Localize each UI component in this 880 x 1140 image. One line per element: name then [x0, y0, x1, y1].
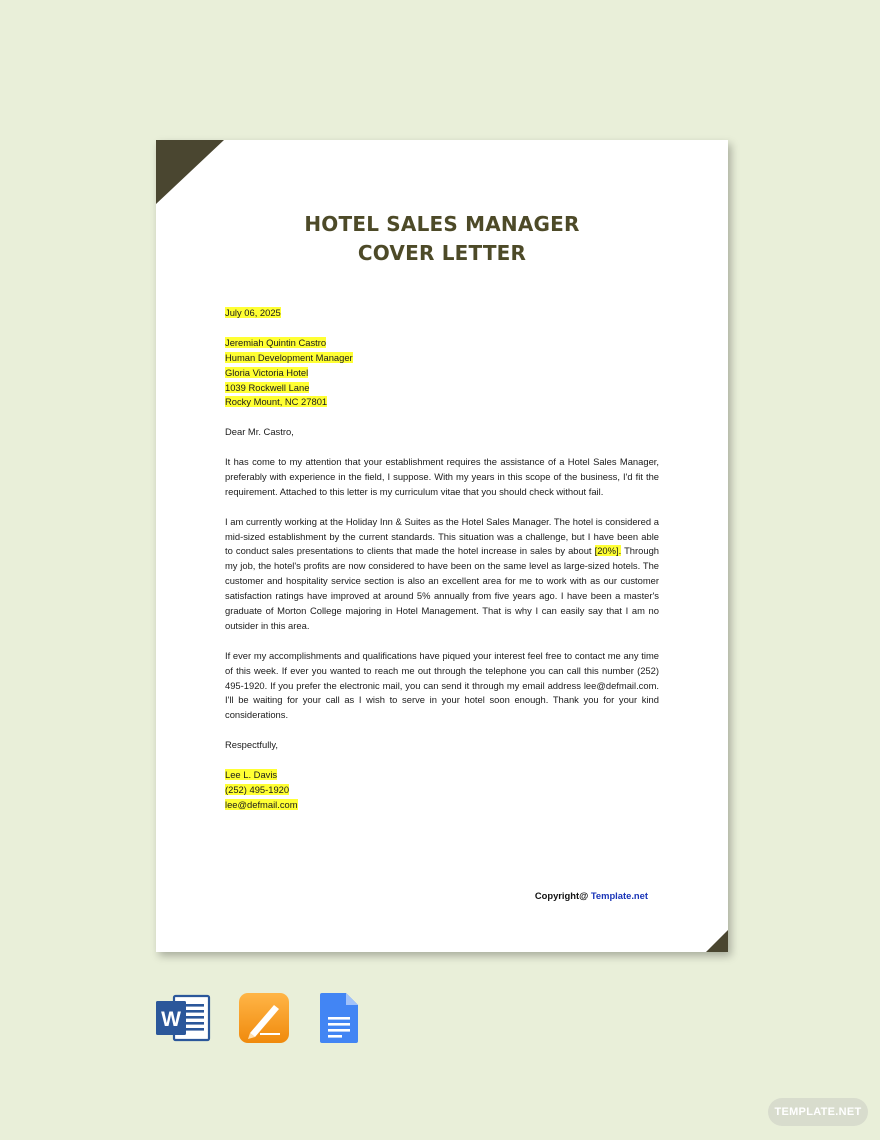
recipient-position: Human Development Manager: [225, 351, 353, 363]
sender-name: Lee L. Davis: [225, 768, 278, 780]
copyright-link[interactable]: Template.net: [590, 890, 648, 901]
closing: Respectfully,: [225, 739, 278, 751]
sales-increase-highlight: [20%].: [594, 545, 622, 557]
salutation: Dear Mr. Castro,: [225, 426, 294, 438]
paragraph-1: It has come to my attention that your establishment requires the assistance of a Hotel Sales Manager, preferably with experience in the field, I suppose. With my years in this scope of the business, I'd fit the requirement. Attached to this letter is my curriculum vitae that you should check without fail.: [225, 456, 659, 497]
copyright-notice: [535, 890, 648, 901]
paragraph-2-text-b: Through my job, the hotel's profits are now considered to have been on the same level as large-sized hotels. The customer and hospitality service section is also an excellent area for me to work with as our customer satisfaction ratings have improved at around 5% annually from five years ago. I have been a master's graduate of Morton College majoring in Hotel Management. That is why I can easily say that I am no outsider in this area.: [225, 545, 659, 631]
letter-page: [156, 140, 728, 952]
recipient-name: Jeremiah Quintin Castro: [225, 336, 327, 348]
paragraph-3: If ever my accomplishments and qualifications have piqued your interest feel free to contact me any time of this week. If ever you wanted to reach me out through the telephone you can call this number (252) 495-1920. If you prefer the electronic mail, you can send it through my email address lee@defmail.com. I'll be waiting for your call as I wish to serve in your hotel soon enough. Thank you for your kind considerations.: [225, 649, 659, 721]
recipient-company: Gloria Victoria Hotel: [225, 366, 309, 378]
sender-email: lee@defmail.com: [225, 798, 298, 810]
sender-block: [225, 768, 659, 813]
title-line-2: COVER LETTER: [357, 241, 527, 265]
google-docs-icon[interactable]: [318, 993, 358, 1050]
svg-text:W: W: [161, 1008, 181, 1031]
word-icon[interactable]: [156, 993, 212, 1048]
pages-icon[interactable]: [238, 993, 290, 1050]
recipient-block: [225, 336, 659, 411]
template-watermark: TEMPLATE.NET: [768, 1098, 868, 1126]
sender-phone: (252) 495-1920: [225, 783, 290, 795]
corner-decoration-bottom-right: [706, 930, 728, 952]
copyright-label: Copyright@: [534, 890, 591, 901]
date-block: [225, 306, 659, 321]
letter-date: July 06, 2025: [225, 307, 281, 318]
paragraph-2: [225, 515, 659, 634]
corner-decoration-top-left: [156, 140, 224, 204]
title-line-1: HOTEL SALES MANAGER: [304, 212, 580, 236]
paragraph-2-text-a: I am currently working at the Holiday Inn & Suites as the Hotel Sales Manager. The hotel is considered a mid-sized establishment by the current standards. This situation was a challenge, but I have been able to conduct sales presentations to clients that made the hotel increase in sales by about: [225, 515, 659, 557]
document-title: [156, 210, 728, 268]
letter-body: [225, 306, 659, 828]
recipient-city: Rocky Mount, NC 27801: [225, 396, 328, 408]
recipient-street: 1039 Rockwell Lane: [225, 381, 310, 393]
